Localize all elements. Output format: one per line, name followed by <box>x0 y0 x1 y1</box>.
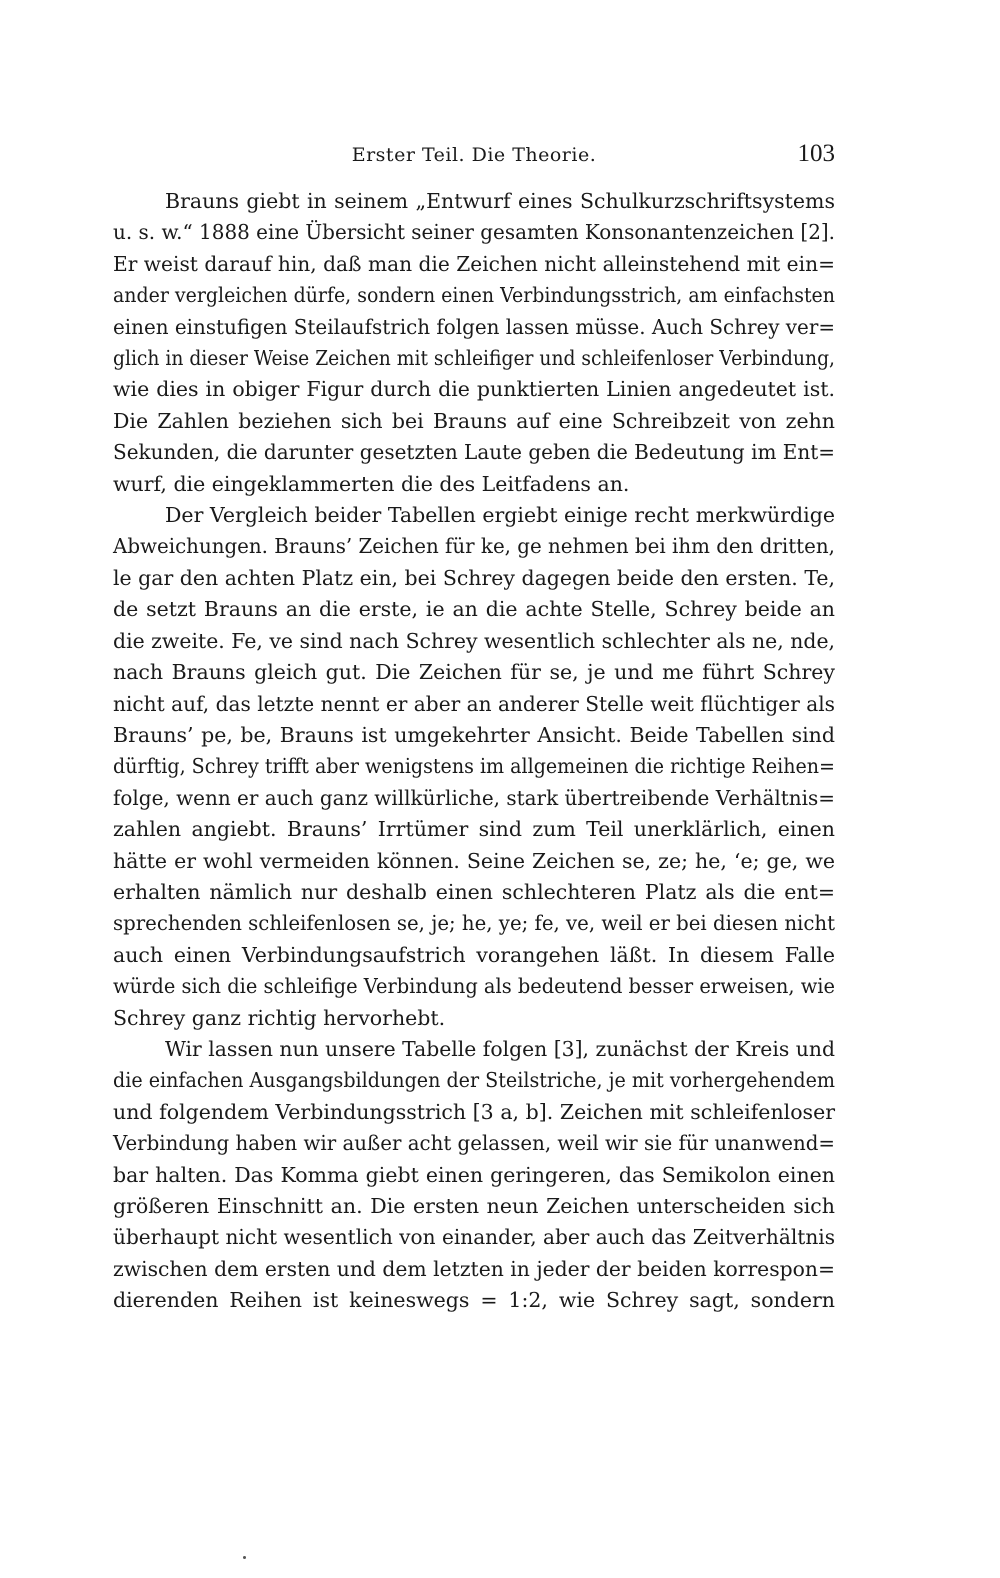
paragraph-3 <box>113 1034 835 1317</box>
text-line: le gar den achten Platz ein, bei Schrey dagegen beide den ersten. Te, <box>113 565 836 590</box>
text-line: die zweite. Fe, ve sind nach Schrey wesentlich schlechter als ne, nde, <box>113 628 836 653</box>
text-line: würde sich die schleifige Verbindung als bedeutend besser erweisen, wie <box>113 974 836 999</box>
text-line: und folgendem Verbindungsstrich [3 a, b]. Zeichen mit schleifenloser <box>113 1099 835 1124</box>
running-header <box>113 140 835 170</box>
text-line: bar halten. Das Komma giebt einen geringeren, das Semikolon einen <box>113 1162 835 1187</box>
text-line: nach Brauns gleich gut. Die Zeichen für se, je und me führt Schrey <box>113 660 835 685</box>
text-line: zwischen dem ersten und dem letzten in jeder der beiden korrespon= <box>113 1256 836 1281</box>
text-line: Brauns giebt in seinem „Entwurf eines Schulkurzschriftsystems <box>165 189 835 213</box>
paragraph-2 <box>113 500 835 1034</box>
text-line: wurf, die eingeklammerten die des Leitfadens an. <box>113 471 630 496</box>
stray-mark <box>243 1556 246 1559</box>
text-line: nicht auf, das letzte nennt er aber an anderer Stelle weit flüchtiger als <box>113 691 835 716</box>
text-line: dürftig, Schrey trifft aber wenigstens im allgemeinen die richtige Reihen= <box>113 754 836 779</box>
text-line: Schrey ganz richtig hervorhebt. <box>113 1005 446 1030</box>
text-line: dierenden Reihen ist keineswegs = 1:2, wie Schrey sagt, sondern <box>113 1288 835 1313</box>
text-line: folge, wenn er auch ganz willkürliche, stark übertreibende Verhältnis= <box>113 785 836 810</box>
text-line: Verbindung haben wir außer acht gelassen, weil wir sie für unanwend= <box>113 1131 836 1156</box>
text-line: überhaupt nicht wesentlich von einander, aber auch das Zeitverhältnis <box>113 1225 836 1250</box>
page-number: 103 <box>797 140 835 167</box>
text-line: Er weist darauf hin, daß man die Zeichen nicht alleinstehend mit ein= <box>113 251 835 276</box>
text-line: hätte er wohl vermeiden können. Seine Zeichen se, ze; he, ‘e; ge, we <box>113 848 835 873</box>
text-line: erhalten nämlich nur deshalb einen schlechteren Platz als die ent= <box>113 879 835 904</box>
body-text <box>113 186 835 1317</box>
text-line: de setzt Brauns an die erste, ie an die achte Stelle, Schrey beide an <box>113 597 835 622</box>
text-line: die einfachen Ausgangsbildungen der Steilstriche, je mit vorhergehendem <box>113 1068 836 1093</box>
text-line: zahlen angiebt. Brauns’ Irrtümer sind zum Teil unerklärlich, einen <box>113 817 835 842</box>
text-line: größeren Einschnitt an. Die ersten neun Zeichen unterscheiden sich <box>113 1194 835 1218</box>
text-line: Sekunden, die darunter gesetzten Laute geben die Bedeutung im Ent= <box>113 440 836 465</box>
text-line: Die Zahlen beziehen sich bei Brauns auf eine Schreibzeit von zehn <box>113 408 835 433</box>
paragraph-1 <box>113 186 835 500</box>
text-line: Wir lassen nun unsere Tabelle folgen [3], zunächst der Kreis und <box>165 1036 835 1061</box>
text-line: glich in dieser Weise Zeichen mit schleifiger und schleifenloser Verbindung, <box>113 346 836 371</box>
running-header-title: Erster Teil. Die Theorie. <box>351 144 597 166</box>
text-line: sprechenden schleifenlosen se, je; he, ye; fe, ve, weil er bei diesen nicht <box>113 911 836 936</box>
text-line: auch einen Verbindungsaufstrich vorangehen läßt. In diesem Falle <box>113 942 835 967</box>
text-line: Brauns’ pe, be, Brauns ist umgekehrter Ansicht. Beide Tabellen sind <box>113 722 835 747</box>
text-line: u. s. w.“ 1888 eine Übersicht seiner gesamten Konsonantenzeichen [2]. <box>113 220 836 245</box>
text-line: wie dies in obiger Figur durch die punktierten Linien angedeutet ist. <box>113 377 835 402</box>
text-line: Der Vergleich beider Tabellen ergiebt einige recht merkwürdige <box>165 503 835 528</box>
text-line: ander vergleichen dürfe, sondern einen Verbindungsstrich, am einfachsten <box>113 283 835 308</box>
text-line: Abweichungen. Brauns’ Zeichen für ke, ge nehmen bei ihm den dritten, <box>113 534 835 559</box>
text-line: einen einstufigen Steilaufstrich folgen lassen müsse. Auch Schrey ver= <box>113 314 836 339</box>
